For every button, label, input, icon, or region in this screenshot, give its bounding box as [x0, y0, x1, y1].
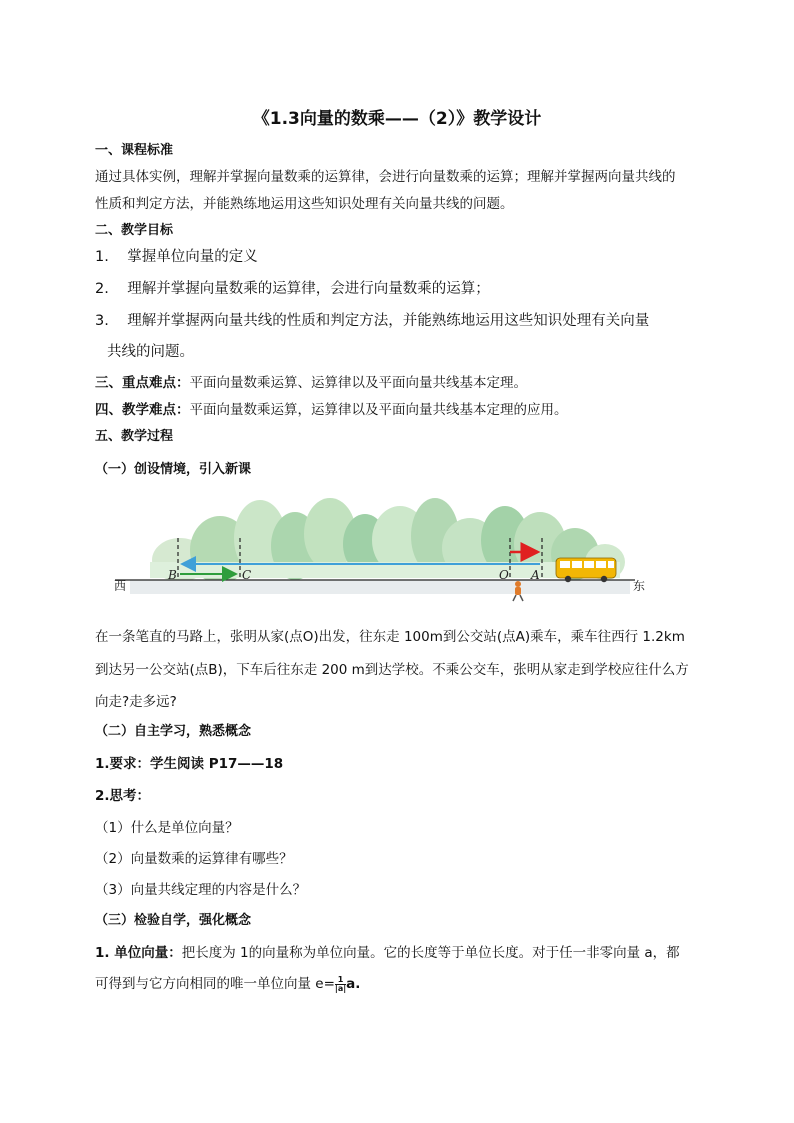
formula-text: 可得到与它方向相同的唯一单位向量 e=: [95, 976, 335, 992]
question-1: （1）什么是单位向量？: [95, 820, 239, 836]
requirement: [95, 752, 283, 772]
label-point-a: A: [531, 568, 540, 582]
objective-text: 理解并掌握两向量共线的性质和判定方法，并能熟练地运用这些知识处理有关向量: [127, 313, 650, 329]
key-points: [95, 371, 527, 391]
road-vector-illustration: [110, 498, 650, 608]
label-point-b: B: [168, 568, 177, 582]
objective-item-1: [95, 245, 258, 266]
section-heading-process: 五、教学过程: [95, 429, 174, 444]
bus-icon: [556, 558, 616, 582]
fraction-denominator: |a|: [334, 983, 347, 993]
key-points-text: 平面向量数乘运算、运算律以及平面向量共线基本定理。: [189, 375, 527, 391]
objective-item-3: [95, 309, 649, 330]
problem-line3: 向走?走多远?: [95, 694, 177, 710]
objective-number: 3.: [95, 313, 109, 329]
requirement-label: 1.要求：: [95, 756, 151, 772]
fraction-numerator: 1: [337, 974, 344, 984]
definition-label: 1. 单位向量：: [95, 945, 182, 961]
objective-text: 掌握单位向量的定义: [127, 249, 258, 265]
label-east: 东: [633, 579, 646, 593]
subsection-scenario: （一）创设情境，引入新课: [95, 462, 252, 477]
think-heading: 2.思考：: [95, 788, 151, 804]
problem-line1: 在一条笔直的马路上，张明从家(点O)出发，往东走 100m到公交站(点A)乘车，乘车往西行 1.2km: [95, 629, 685, 645]
unit-vector-definition: [95, 941, 680, 961]
label-west: 西: [114, 579, 127, 593]
standards-paragraph-line2: 性质和判定方法，并能熟练地运用这些知识处理有关向量共线的问题。: [95, 196, 514, 212]
question-3: （3）向量共线定理的内容是什么？: [95, 882, 307, 898]
question-2: （2）向量数乘的运算律有哪些？: [95, 851, 293, 867]
fraction: [335, 976, 346, 993]
subsection-self-study: （二）自主学习，熟悉概念: [95, 724, 252, 739]
unit-vector-formula-line: [95, 972, 360, 993]
section-heading-standards: 一、课程标准: [95, 143, 174, 158]
document-title: 《1.3向量的数乘——（2）》教学设计: [252, 109, 542, 129]
objective-item-2: [95, 277, 490, 298]
label-point-o: O: [499, 568, 509, 582]
objective-item-3-continued: 共线的问题。: [107, 344, 194, 360]
requirement-text: 学生阅读 P17——18: [150, 756, 284, 772]
difficulties: [95, 398, 568, 418]
problem-line2: 到达另一公交站(点B)，下车后往东走 200 m到达学校。不乘公交车，张明从家走到学校应往什么方: [95, 662, 689, 678]
difficulties-text: 平面向量数乘运算，运算律以及平面向量共线基本定理的应用。: [189, 402, 568, 418]
objective-number: 2.: [95, 281, 109, 297]
label-point-c: C: [242, 568, 252, 582]
objective-text: 理解并掌握向量数乘的运算律，会进行向量数乘的运算；: [127, 281, 490, 297]
trees-background: [150, 498, 625, 584]
difficulties-label: 四、教学难点：: [95, 402, 190, 418]
definition-text: 把长度为 1的向量称为单位向量。它的长度等于单位长度。对于任一非零向量 a，都: [181, 945, 680, 961]
formula-tail: a.: [346, 976, 361, 992]
section-heading-objectives: 二、教学目标: [95, 223, 174, 238]
road: [130, 580, 630, 594]
key-points-label: 三、重点难点：: [95, 375, 190, 391]
objective-number: 1.: [95, 249, 109, 265]
subsection-check: （三）检验自学，强化概念: [95, 913, 252, 928]
standards-paragraph-line1: 通过具体实例，理解并掌握向量数乘的运算律，会进行向量数乘的运算；理解并掌握两向量共线的: [95, 169, 676, 185]
